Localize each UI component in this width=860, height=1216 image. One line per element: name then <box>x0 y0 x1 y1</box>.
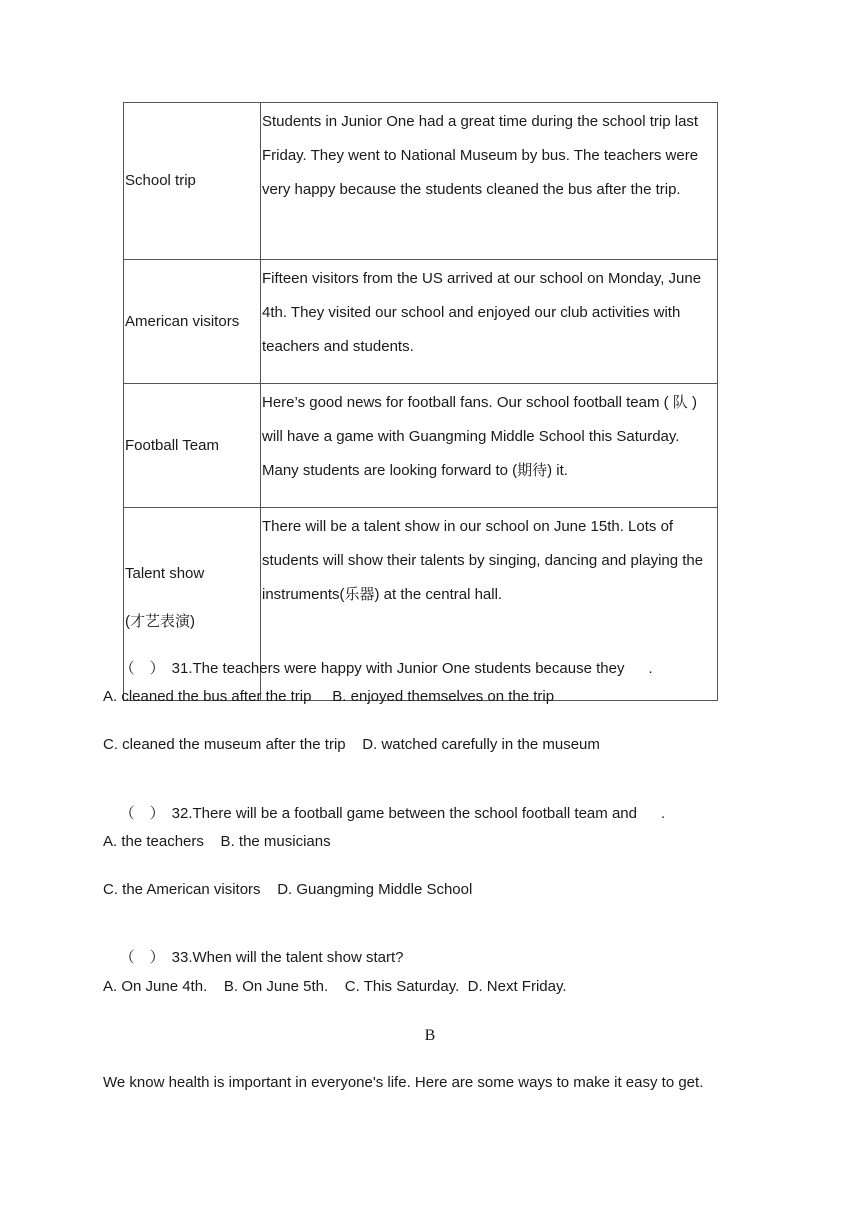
description-cell: There will be a talent show in our school on June 15th. Lots of students will show their talents by singing, dancing and playing the instruments(乐器) at the central hall. <box>261 508 718 701</box>
question-end: . <box>660 805 666 822</box>
question-stem: 31.The teachers were happy with Junior One students because they <box>171 660 625 677</box>
description-cell: Students in Junior One had a great time during the school trip last Friday. They went to National Museum by bus. The teachers were very happy because the students cleaned the bus after the trip. <box>261 103 718 260</box>
description-cell: Here’s good news for football fans. Our school football team ( 队 ) will have a game with Guangming Middle School this Saturday. Many students are looking forward to (期待) it. <box>261 384 718 508</box>
section-heading: B <box>424 1027 436 1044</box>
news-table <box>123 102 718 701</box>
answer-parenthesis: （ ） <box>119 660 165 677</box>
question-stem: 33.When will the talent show start? <box>171 949 404 966</box>
topic-label: School trip <box>125 172 196 189</box>
question-end: . <box>648 660 653 677</box>
question-31-options-2: C. cleaned the museum after the trip D. watched carefully in the museum <box>103 736 600 753</box>
topic-cell <box>124 384 261 508</box>
topic-label: Football Team <box>125 436 219 454</box>
question-stem: 32.There will be a football game between the school football team and <box>171 805 637 822</box>
question-32-options-1: A. the teachers B. the musicians <box>103 833 331 850</box>
answer-parenthesis: （ ） <box>119 805 165 822</box>
topic-cell <box>124 260 261 384</box>
question-32-options-2: C. the American visitors D. Guangming Middle School <box>103 881 473 898</box>
table-row <box>124 260 718 384</box>
table-row <box>124 384 718 508</box>
topic-label: Talent show <box>125 565 205 582</box>
topic-label: American visitors <box>125 312 240 330</box>
question-31-options-1: A. cleaned the bus after the trip B. enjoyed themselves on the trip <box>103 688 555 705</box>
table-row <box>124 103 718 260</box>
question-32 <box>103 785 665 840</box>
question-33-options-1: A. On June 4th. B. On June 5th. C. This Saturday. D. Next Friday. <box>103 978 567 995</box>
topic-note: (才艺表演) <box>125 613 195 630</box>
question-31 <box>103 640 653 695</box>
answer-parenthesis: （ ） <box>119 949 165 966</box>
section-intro: We know health is important in everyone's life. Here are some ways to make it easy to get. <box>103 1074 704 1091</box>
topic-cell <box>124 103 261 260</box>
description-cell: Fifteen visitors from the US arrived at our school on Monday, June 4th. They visited our school and enjoyed our club activities with teachers and students. <box>261 260 718 384</box>
question-33 <box>103 929 403 984</box>
